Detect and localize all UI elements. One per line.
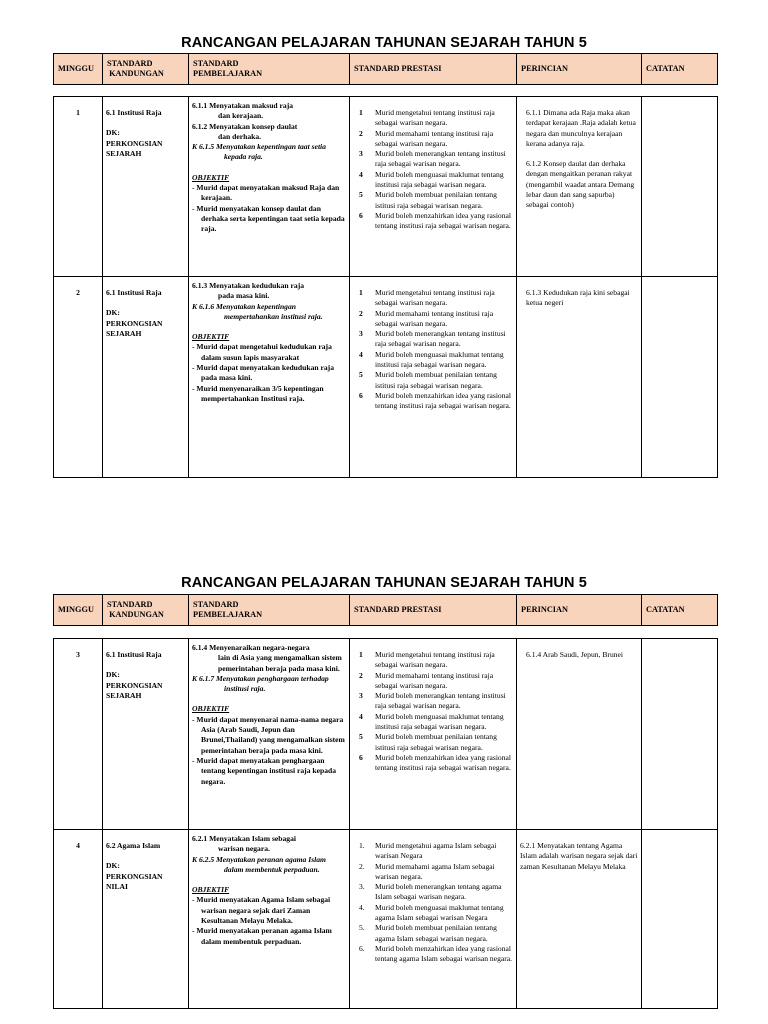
- prestasi-item: [353, 149, 513, 170]
- prestasi-item: [353, 903, 513, 924]
- prestasi-text: Murid boleh membuat penilaian tentang istitusi raja sebagai warisan negara.: [375, 370, 497, 390]
- prestasi-item: [353, 671, 513, 692]
- prestasi-text: Murid memahami agama Islam sebagai warisan negara.: [375, 861, 495, 881]
- pembelajaran-line: 6.1.2 Menyatakan konsep daulat: [192, 121, 298, 131]
- page-title: RANCANGAN PELAJARAN TAHUNAN SEJARAH TAHUN 5: [181, 575, 587, 591]
- kandungan-line: DK:: [106, 861, 120, 871]
- prestasi-number: 6.: [359, 943, 365, 953]
- prestasi-number: 3.: [359, 882, 365, 892]
- prestasi-item: [353, 190, 513, 211]
- prestasi-number: 1: [359, 108, 363, 117]
- header-catatan: CATATAN: [646, 64, 685, 73]
- kandungan-line: PERKONGSIAN: [106, 138, 163, 148]
- cell-standard-prestasi: [350, 97, 517, 276]
- prestasi-number: 6: [359, 752, 363, 762]
- objektif-item: - Murid menyatakan konsep daulat dan derhaka serta kepentingan taat setia kepada raja.: [192, 203, 345, 234]
- prestasi-item: [353, 732, 513, 753]
- header-line: KANDUNGAN: [107, 610, 164, 619]
- prestasi-text: Murid boleh menzahirkan idea yang rasional tentang agama Islam sebagai warisan negara.: [375, 943, 513, 964]
- prestasi-item: [353, 309, 513, 330]
- pembelajaran-line: K 6.2.5 Menyatakan peranan agama Islam dalam membentuk perpaduan.: [192, 854, 326, 874]
- header-standard-kandungan: [103, 595, 189, 625]
- kandungan-line: [106, 118, 185, 128]
- prestasi-item: [353, 391, 513, 412]
- objektif-item: - Murid dapat menyenarai nama-nama negara Asia (Arab Saudi, Jepun dan Brunei,Thailand) yang mengamalkan sistem pemerintahan beraja pada masa kini.: [192, 714, 345, 755]
- week-number: 4: [76, 841, 80, 850]
- pembelajaran-line: K 6.1.6 Menyatakan kepentingan mempertahankan institusi raja.: [192, 301, 323, 321]
- header-perincian: PERINCIAN: [517, 54, 642, 84]
- header-minggu: MINGGU: [54, 54, 103, 84]
- prestasi-item: [353, 841, 513, 862]
- prestasi-item: [353, 882, 513, 903]
- prestasi-item: [353, 129, 513, 150]
- cell-perincian: [517, 830, 642, 1008]
- table-header: [53, 594, 718, 626]
- prestasi-number: 3: [359, 691, 363, 701]
- objektif-label: OBJEKTIF: [192, 332, 230, 342]
- objektif-item: - Murid dapat menyatakan maksud Raja dan kerajaan.: [192, 183, 340, 203]
- perincian-paragraph: 6.1.2 Konsep daulat dan derhaka dengan mengaitkan peranan rakyat (mengambil waadat antara Demang lebar daun dan sang sapurba) sebagai contoh): [526, 159, 635, 210]
- prestasi-item: [353, 650, 513, 671]
- header-standard-prestasi: STANDARD PRESTASI: [350, 595, 517, 625]
- week-number: 2: [76, 288, 80, 297]
- kandungan-line: SEJARAH: [106, 328, 142, 338]
- prestasi-text: Murid boleh menzahirkan idea yang rasional tentang institusi raja sebagai warisan negara.: [375, 210, 512, 231]
- pembelajaran-line: 6.2.1 Menyatakan Islam sebagai: [192, 834, 296, 843]
- kandungan-line: DK:: [106, 128, 120, 138]
- prestasi-text: Murid mengetahui tentang institusi raja sebagai warisan negara.: [375, 650, 495, 670]
- plan-table-2: [53, 638, 718, 1009]
- header-line: PEMBELAJARAN: [193, 610, 263, 619]
- objektif-label: OBJEKTIF: [192, 172, 230, 182]
- kandungan-line: DK:: [106, 670, 120, 680]
- prestasi-item: [353, 923, 513, 944]
- prestasi-item: [353, 288, 513, 309]
- prestasi-number: 4: [359, 169, 363, 179]
- prestasi-text: Murid mengetahui tentang institusi raja sebagai warisan negara.: [375, 288, 495, 308]
- header-line: STANDARD: [107, 600, 153, 609]
- prestasi-item: [353, 753, 513, 774]
- cell-perincian: [517, 277, 642, 477]
- header-line: STANDARD: [193, 600, 239, 609]
- pembelajaran-line: 6.1.4 Menyenaraikan negara-negara: [192, 643, 310, 652]
- prestasi-text: Murid mengetahui tentang institusi raja sebagai warisan negara.: [375, 108, 495, 128]
- cell-standard-kandungan: [103, 639, 189, 829]
- header-perincian: PERINCIAN: [517, 595, 642, 625]
- prestasi-number: 3: [359, 149, 363, 159]
- table-row: [54, 639, 717, 829]
- prestasi-number: 5.: [359, 923, 365, 933]
- cell-standard-pembelajaran: [189, 97, 350, 276]
- kandungan-line: 6.1 Institusi Raja: [106, 108, 162, 117]
- perincian-paragraph: 6.1.3 Kedudukan raja kini sebagai ketua negeri: [526, 288, 630, 308]
- prestasi-number: 3: [359, 329, 363, 339]
- pembelajaran-line: dan kerajaan.: [218, 111, 264, 121]
- kandungan-line: SEJARAH: [106, 690, 142, 700]
- prestasi-text: Murid boleh membuat penilaian tentang agama Islam sebagai warisan negara.: [375, 923, 497, 943]
- plan-table-1: [53, 96, 718, 478]
- prestasi-number: 6: [359, 210, 363, 220]
- prestasi-number: 5: [359, 190, 363, 200]
- prestasi-item: [353, 862, 513, 883]
- prestasi-item: [353, 170, 513, 191]
- objektif-item: - Murid menyenaraikan 3/5 kepentingan mempertahankan Institusi raja.: [192, 383, 324, 403]
- prestasi-text: Murid boleh menzahirkan idea yang rasional tentang institusi raja sebagai warisan negara.: [375, 390, 512, 411]
- table-row: [54, 97, 717, 276]
- prestasi-text: Murid boleh membuat penilaian tentang istitusi raja sebagai warisan negara.: [375, 732, 497, 752]
- prestasi-text: Murid memahami tentang institusi raja sebagai warisan negara.: [375, 308, 494, 328]
- prestasi-text: Murid boleh menerangkan tentang agama Islam sebagai warisan negara.: [375, 882, 502, 902]
- prestasi-number: 4: [359, 711, 363, 721]
- cell-minggu: [54, 97, 103, 276]
- cell-standard-pembelajaran: [189, 639, 350, 829]
- cell-minggu: [54, 830, 103, 1008]
- week-number: 1: [76, 108, 80, 117]
- prestasi-item: [353, 350, 513, 371]
- cell-catatan: [642, 830, 717, 1008]
- table-row: [54, 276, 717, 477]
- prestasi-item: [353, 944, 513, 965]
- objektif-item: - Murid dapat menyatakan penghargaan tentang kepentingan institusi raja kepada negara.: [192, 755, 337, 786]
- objektif-item: - Murid menyatakan peranan agama Islam dalam membentuk perpaduan.: [192, 926, 332, 946]
- pembelajaran-line: dan derhaka.: [218, 131, 262, 141]
- table-row: [54, 829, 717, 1008]
- header-standard-kandungan: [103, 54, 189, 84]
- kandungan-line: DK:: [106, 308, 120, 318]
- pembelajaran-line: 6.1.1 Menyatakan maksud raja: [192, 101, 294, 110]
- prestasi-item: [353, 329, 513, 350]
- prestasi-item: [353, 211, 513, 232]
- cell-standard-kandungan: [103, 97, 189, 276]
- prestasi-item: [353, 712, 513, 733]
- prestasi-number: 2: [359, 308, 363, 318]
- pembelajaran-line: pada masa kini.: [218, 291, 270, 301]
- objektif-item: - Murid dapat menyatakan kedudukan raja pada masa kini.: [192, 363, 334, 383]
- page-title: RANCANGAN PELAJARAN TAHUNAN SEJARAH TAHUN 5: [181, 35, 587, 51]
- objektif-label: OBJEKTIF: [192, 704, 230, 714]
- prestasi-text: Murid memahami tentang institusi raja sebagai warisan negara.: [375, 128, 494, 148]
- prestasi-text: Murid boleh menguasai maklumat tentang institusi raja sebagai warisan negara.: [375, 349, 504, 370]
- prestasi-number: 2: [359, 128, 363, 138]
- prestasi-text: Murid boleh menerangkan tentang institusi raja sebagai warisan negara.: [375, 329, 506, 349]
- prestasi-number: 1: [359, 650, 363, 659]
- objektif-label: OBJEKTIF: [192, 885, 230, 895]
- prestasi-item: [353, 691, 513, 712]
- cell-catatan: [642, 639, 717, 829]
- kandungan-line: [106, 851, 185, 861]
- header-line: KANDUNGAN: [107, 69, 164, 78]
- prestasi-number: 1: [359, 288, 363, 297]
- cell-standard-pembelajaran: [189, 830, 350, 1008]
- kandungan-line: 6.2 Agama Islam: [106, 841, 161, 850]
- header-standard-pembelajaran: [189, 54, 350, 84]
- cell-catatan: [642, 277, 717, 477]
- pembelajaran-line: K 6.1.5 Menyatakan kepentingan taat setia kepada raja.: [192, 142, 326, 162]
- prestasi-number: 4.: [359, 902, 365, 912]
- kandungan-line: SEJARAH: [106, 148, 142, 158]
- table-header: [53, 53, 718, 85]
- prestasi-number: 2: [359, 670, 363, 680]
- prestasi-item: [353, 108, 513, 129]
- prestasi-text: Murid boleh menerangkan tentang institusi raja sebagai warisan negara.: [375, 691, 506, 711]
- perincian-paragraph: 6.1.1 Dimana ada Raja maka akan terdapat kerajaan .Raja adalah ketua negara dan munculnya kerajaan kerana adanya raja.: [526, 108, 636, 148]
- cell-catatan: [642, 97, 717, 276]
- cell-standard-kandungan: [103, 277, 189, 477]
- objektif-item: - Murid menyatakan Agama Islam sebagai warisan negara sejak dari Zaman Kesultanan Melayu Melaka.: [192, 895, 331, 926]
- pembelajaran-line: K 6.1.7 Menyatakan penghargaan terhadap institusi raja.: [192, 673, 329, 694]
- kandungan-line: [106, 660, 185, 670]
- cell-minggu: [54, 639, 103, 829]
- kandungan-line: 6.1 Institusi Raja: [106, 288, 162, 297]
- prestasi-text: Murid memahami tentang institusi raja sebagai warisan negara.: [375, 670, 494, 690]
- prestasi-item: [353, 370, 513, 391]
- cell-standard-kandungan: [103, 830, 189, 1008]
- kandungan-line: [106, 298, 185, 308]
- prestasi-text: Murid mengetahui agama Islam sebagai warisan Negara: [375, 841, 497, 861]
- prestasi-text: Murid boleh menguasai maklumat tentang agama Islam sebagai warisan Negara: [375, 902, 504, 923]
- prestasi-text: Murid boleh menguasai maklumat tentang institusi raja sebagai warisan negara.: [375, 711, 504, 732]
- kandungan-line: 6.1 Institusi Raja: [106, 650, 162, 659]
- cell-perincian: [517, 97, 642, 276]
- perincian-paragraph: 6.2.1 Menyatakan tentang Agama Islam adalah warisan negara sejak dari zaman Kesultanan Melayu Melaka: [520, 841, 638, 871]
- prestasi-number: 1.: [359, 841, 365, 850]
- prestasi-number: 2.: [359, 861, 365, 871]
- cell-perincian: [517, 639, 642, 829]
- header-minggu: MINGGU: [54, 595, 103, 625]
- cell-minggu: [54, 277, 103, 477]
- pembelajaran-line: 6.1.3 Menyatakan kedudukan raja: [192, 281, 305, 290]
- cell-standard-prestasi: [350, 639, 517, 829]
- kandungan-line: PERKONGSIAN: [106, 871, 163, 881]
- kandungan-line: PERKONGSIAN: [106, 680, 163, 690]
- prestasi-number: 5: [359, 732, 363, 742]
- pembelajaran-line: warisan negara.: [218, 844, 270, 854]
- cell-standard-prestasi: [350, 277, 517, 477]
- prestasi-text: Murid boleh membuat penilaian tentang istitusi raja sebagai warisan negara.: [375, 190, 497, 210]
- pembelajaran-line: lain di Asia yang mengamalkan sistem pemerintahan beraja pada masa kini.: [218, 653, 342, 673]
- prestasi-text: Murid boleh menzahirkan idea yang rasional tentang institusi raja sebagai warisan negara.: [375, 752, 512, 773]
- prestasi-number: 4: [359, 349, 363, 359]
- kandungan-line: PERKONGSIAN: [106, 318, 163, 328]
- objektif-item: - Murid dapat mengetahui kedudukan raja dalam susun lapis masyarakat: [192, 342, 332, 362]
- header-standard-pembelajaran: [189, 595, 350, 625]
- prestasi-number: 5: [359, 370, 363, 380]
- prestasi-text: Murid boleh menerangkan tentang institusi raja sebagai warisan negara.: [375, 149, 506, 169]
- perincian-paragraph: 6.1.4 Arab Saudi, Jepun, Brunei: [526, 650, 624, 659]
- prestasi-text: Murid boleh menguasai maklumat tentang institusi raja sebagai warisan negara.: [375, 169, 504, 190]
- header-line: STANDARD: [107, 59, 153, 68]
- prestasi-number: 6: [359, 390, 363, 400]
- header-line: PEMBELAJARAN: [193, 69, 263, 78]
- header-line: STANDARD: [193, 59, 239, 68]
- cell-standard-pembelajaran: [189, 277, 350, 477]
- kandungan-line: NILAI: [106, 881, 128, 891]
- cell-standard-prestasi: [350, 830, 517, 1008]
- header-standard-prestasi: STANDARD PRESTASI: [350, 54, 517, 84]
- week-number: 3: [76, 650, 80, 659]
- header-catatan: CATATAN: [646, 605, 685, 614]
